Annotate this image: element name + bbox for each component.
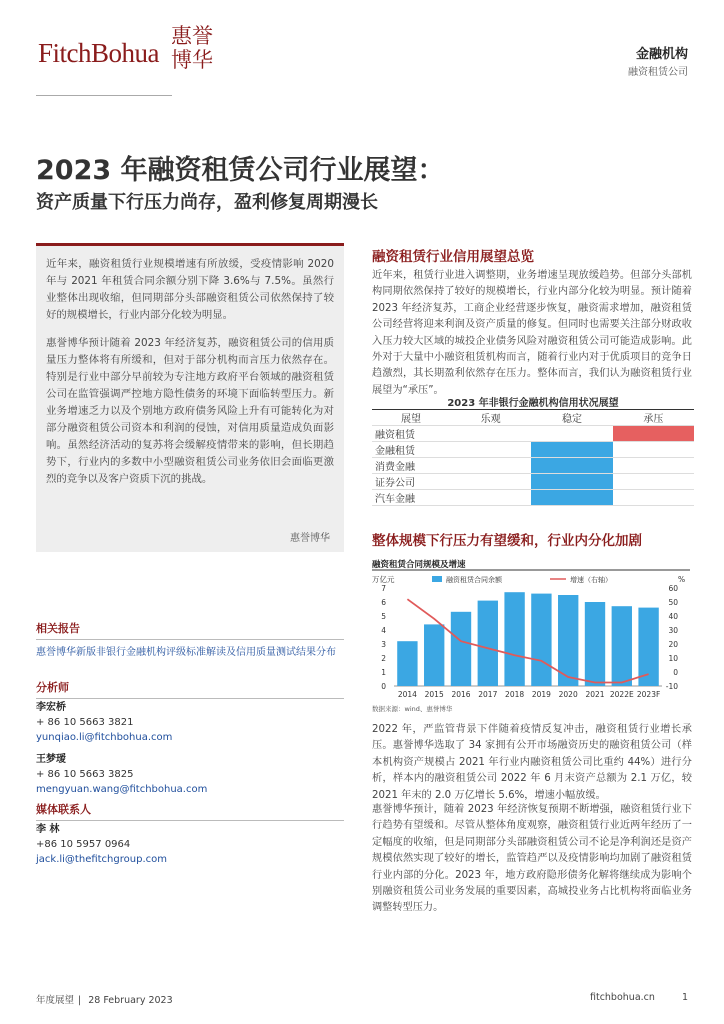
outlook-cell xyxy=(531,426,612,442)
analyst-phone: + 86 10 5663 3821 xyxy=(36,717,134,728)
summary-box xyxy=(36,243,344,552)
analyst-name: 李宏桥 xyxy=(36,702,66,713)
outlook-cell xyxy=(450,474,531,490)
outlook-cell-stable xyxy=(531,474,612,490)
outlook-cell-stable xyxy=(531,458,612,474)
table-row xyxy=(372,458,694,474)
x-tick-label: 2021 xyxy=(585,690,605,699)
y-tick-right: 60 xyxy=(668,584,678,593)
related-reports xyxy=(36,620,344,660)
analyst-phone: + 86 10 5663 3825 xyxy=(36,769,134,780)
summary-paragraph-2: 惠誉博华预计随着 2023 年经济复苏，融资租赁公司的信用质量压力整体将有所缓和，但对于部分机构而言压力依然存在。特别是行业中部分早前较为专注地方政府平台领域的融资租赁公司在监管强调严控地方隐性债务的环境下面临转型压力。新业务增速乏力以及个别地方政府债务风险上升有可能转化为对部分融资租赁公司资本和利润的侵蚀，对信用质量造成负面影响。虽然经济活动的复苏将会缓解疫情带来的影响，但长期趋势下，行业内的多数中小型融资租赁公司业务依旧会面临更激烈的竞争以及客户资质下沉的挑战。 xyxy=(46,337,334,485)
divider xyxy=(36,820,344,821)
y-tick-left: 3 xyxy=(381,640,386,649)
x-tick-label: 2019 xyxy=(531,690,551,699)
logo xyxy=(38,24,213,72)
chart xyxy=(370,556,692,716)
outlook-cell xyxy=(450,442,531,458)
y-tick-right: 50 xyxy=(668,598,678,607)
x-tick-label: 2017 xyxy=(478,690,498,699)
footer-site[interactable]: fitchbohua.cn xyxy=(589,992,655,1003)
x-tick-label: 2018 xyxy=(505,690,525,699)
analyst-email[interactable]: yunqiao.li@fitchbohua.com xyxy=(36,732,173,743)
section-heading: 融资租赁行业信用展望总览 xyxy=(372,249,534,265)
x-tick-label: 2023F xyxy=(636,690,661,699)
section-paragraph: 惠誉博华预计，随着 2023 年经济恢复预期不断增强，融资租赁行业下行趋势有望缓和。尽管从整体角度观察，融资租赁行业近两年经历了一定幅度的收缩，但是同期部分头部融资租赁公司不论是净利润还是资产规模依然实现了较好的增长，监管趋严以及疫情影响均加剧了融资租赁行业内部的分化。2023 年，地方政府隐形债务化解将继续成为影响个别融资租赁公司业务发展的重要因素，高城投业务占比机构将面临业务调整转型压力。 xyxy=(372,804,692,914)
bar xyxy=(585,602,605,686)
outlook-table xyxy=(372,394,694,506)
y-tick-right: -10 xyxy=(665,682,678,691)
bar xyxy=(397,641,417,686)
y-tick-right: 0 xyxy=(673,668,678,677)
y-tick-left: 0 xyxy=(381,682,386,691)
y-tick-right: 30 xyxy=(668,626,678,635)
table-row-label: 消费金融 xyxy=(372,458,450,474)
analysts-heading: 分析师 xyxy=(36,681,69,694)
table-row xyxy=(372,442,694,458)
section-heading: 整体规模下行压力有望缓和，行业内分化加剧 xyxy=(372,533,642,549)
page-subtitle: 资产质量下行压力尚存，盈利修复周期漫长 xyxy=(36,192,378,213)
footer-label: 年度展望 xyxy=(36,995,75,1006)
table-header: 展望 xyxy=(372,410,450,426)
outlook-cell xyxy=(450,458,531,474)
outlook-cell xyxy=(450,490,531,506)
table-row xyxy=(372,426,694,442)
x-tick-label: 2020 xyxy=(558,690,578,699)
chart-source: 数据来源：wind、惠誉博华 xyxy=(372,705,453,713)
analysts-section xyxy=(36,679,344,797)
x-tick-label: 2016 xyxy=(451,690,471,699)
summary-author: 惠誉博华 xyxy=(290,533,330,544)
outlook-cell-stable xyxy=(531,490,612,506)
outlook-cell-stable xyxy=(531,442,612,458)
bar xyxy=(424,624,444,686)
table-row-label: 融资租赁 xyxy=(372,426,450,442)
chart-left-unit: 万亿元 xyxy=(372,575,395,584)
media-contact-phone: +86 10 5957 0964 xyxy=(36,839,131,850)
table-header: 稳定 xyxy=(531,410,612,426)
y-tick-left: 6 xyxy=(381,598,386,607)
page-number: 1 xyxy=(681,992,688,1003)
analyst-name: 王梦瑷 xyxy=(36,754,66,765)
legend-line-label: 增速（右轴） xyxy=(570,576,612,584)
x-tick-label: 2014 xyxy=(397,690,417,699)
x-tick-label: 2022E xyxy=(609,690,634,699)
bar xyxy=(612,606,632,686)
table-row-label: 金融租赁 xyxy=(372,442,450,458)
table-row xyxy=(372,490,694,506)
bar xyxy=(451,612,471,686)
y-tick-left: 4 xyxy=(381,626,386,635)
table-header: 乐观 xyxy=(450,410,531,426)
media-heading: 媒体联系人 xyxy=(36,803,91,816)
legend-bar-label: 融资租赁合同余额 xyxy=(446,576,502,584)
chart-svg xyxy=(370,556,692,716)
footer-left: 年度展望 | 28 February 2023 xyxy=(36,995,173,1006)
y-tick-right: 10 xyxy=(668,654,678,663)
table-row-label: 汽车金融 xyxy=(372,490,450,506)
footer-date: 28 February 2023 xyxy=(88,995,173,1006)
outlook-table-title: 2023 年非银行金融机构信用状况展望 xyxy=(372,394,694,410)
media-contact-name: 李 林 xyxy=(36,824,60,835)
table-header: 承压 xyxy=(613,410,694,426)
related-report-link[interactable]: 惠誉博华新版非银行金融机构评级标准解读及信用质量测试结果分布 xyxy=(36,647,336,658)
outlook-cell-pressure xyxy=(613,426,694,442)
y-tick-left: 7 xyxy=(381,584,386,593)
outlook-cell xyxy=(450,426,531,442)
legend-bar-swatch xyxy=(432,576,442,582)
analyst-email[interactable]: mengyuan.wang@fitchbohua.com xyxy=(36,784,208,795)
chart-right-unit: % xyxy=(678,575,686,584)
category-label: 金融机构 xyxy=(635,47,688,62)
outlook-cell xyxy=(613,490,694,506)
subcategory-label: 融资租赁公司 xyxy=(628,67,688,78)
bar xyxy=(478,601,498,686)
media-section xyxy=(36,801,344,867)
divider xyxy=(36,698,344,699)
table-row xyxy=(372,474,694,490)
y-tick-left: 5 xyxy=(381,612,386,621)
summary-paragraph-1: 近年来，融资租赁行业规模增速有所放缓，受疫情影响 2020 年与 2021 年租赁合同余额分别下降 3.6%与 7.5%。虽然行业整体出现收缩，但同期部分头部融资租赁公司依然保持了较好的规模增长，行业内部分化较为明显。 xyxy=(46,258,334,321)
related-heading: 相关报告 xyxy=(36,622,80,635)
y-tick-right: 40 xyxy=(668,612,678,621)
footer-right xyxy=(590,992,688,1003)
y-tick-left: 2 xyxy=(381,654,386,663)
y-tick-right: 20 xyxy=(668,640,678,649)
divider xyxy=(36,95,172,96)
section-paragraph: 近年来，租赁行业进入调整期，业务增速呈现放缓趋势。但部分头部机构同期依然保持了较好的规模增长，行业内部分化较为明显。预计随着 2023 年经济复苏，工商企业经营逐步恢复，融资需求增加，融资租赁公司经营将迎来利润及资产质量的修复。但同时也需要关注部分财政收入压力较大区域的城投企业债务风险对融资租赁公司可能造成影响。此外对于大量中小融资租赁机构而言，随着行业内对于优质项目的竞争日趋激烈，其长期盈利依然存在压力。整体而言，我们认为融资租赁行业展望为“承压”。 xyxy=(372,270,692,396)
divider xyxy=(36,639,344,640)
section-paragraph: 2022 年，严监管背景下伴随着疫情反复冲击，融资租赁行业增长承压。惠誉博华选取了 34 家拥有公开市场融资历史的融资租赁公司（样本机构资产规模占 2021 年行业内融资租赁公司比重约 44%）进行分析，样本内的融资租赁公司 2022 年 6 月末资产总额为 2.1 万亿，较 2021 年末的 2.0 万亿增长 5.6%，增速小幅放缓。 xyxy=(372,724,692,801)
bar xyxy=(504,592,524,686)
outlook-cell xyxy=(613,442,694,458)
table-row-label: 证券公司 xyxy=(372,474,450,490)
y-tick-left: 1 xyxy=(381,668,386,677)
media-contact-email[interactable]: jack.li@thefitchgroup.com xyxy=(36,854,167,865)
outlook-cell xyxy=(613,474,694,490)
outlook-cell xyxy=(613,458,694,474)
logo-text: FitchBohua xyxy=(38,38,159,68)
logo-cn: 惠誉 博华 xyxy=(171,24,213,72)
bar xyxy=(531,594,551,686)
x-tick-label: 2015 xyxy=(424,690,444,699)
page-title: 2023 年融资租赁公司行业展望： xyxy=(36,155,445,186)
chart-title: 融资租赁合同规模及增速 xyxy=(372,560,466,570)
